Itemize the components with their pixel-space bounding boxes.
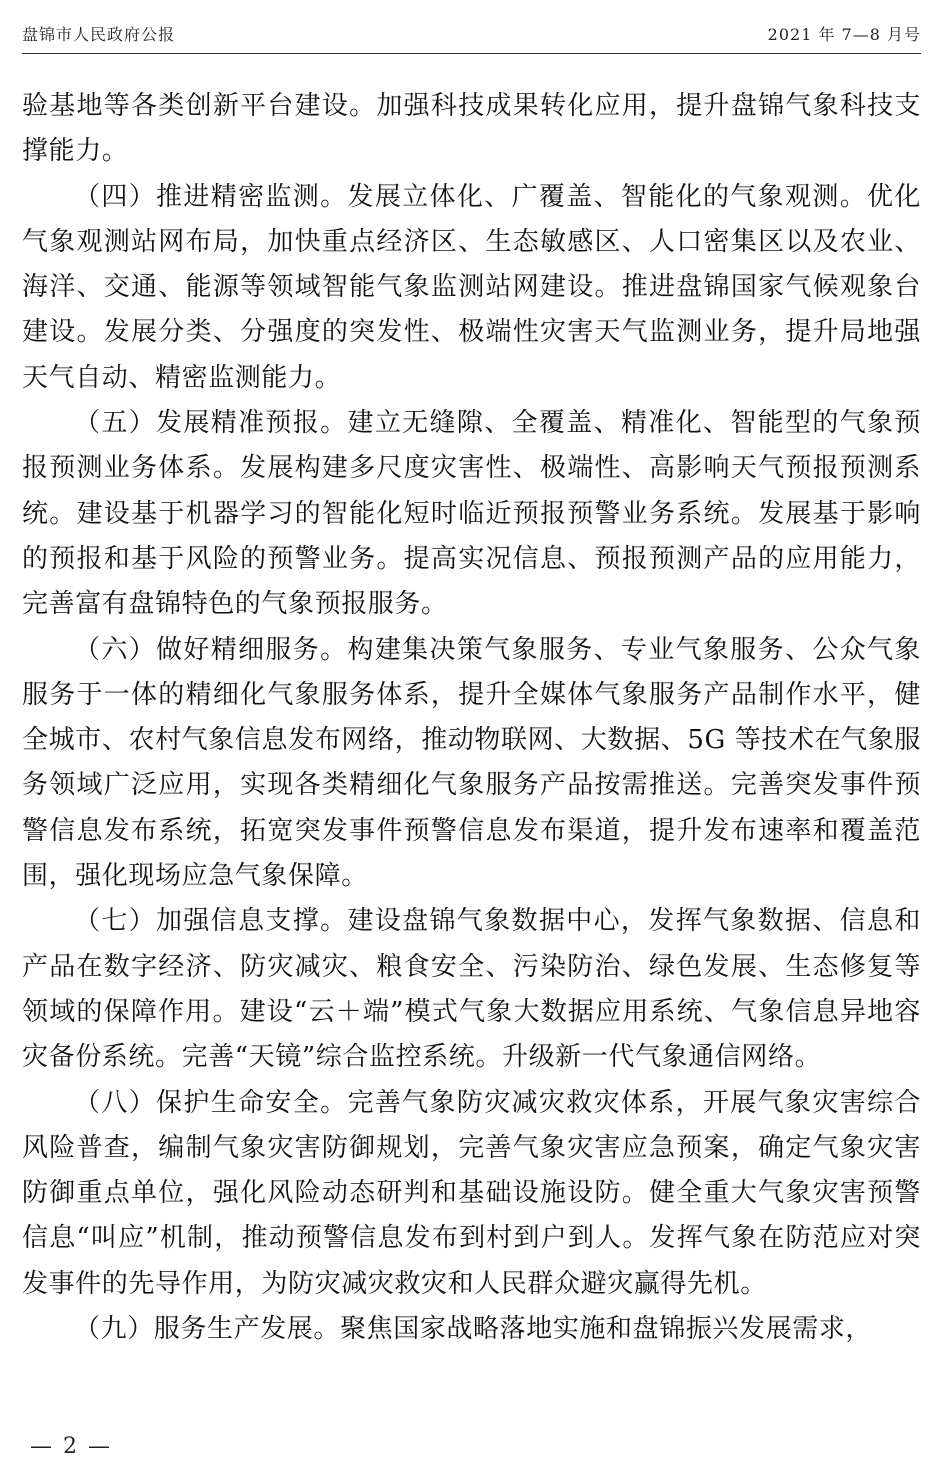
- page-number: — 2 —: [30, 1434, 112, 1459]
- paragraph-heading: （八）保护生命安全。: [74, 1087, 348, 1118]
- paragraph-item-5: [22, 401, 921, 627]
- paragraph-text: 构建集决策气象服务、专业气象服务、公众气象服务于一体的精细化气象服务体系，提升全媒体气象服务产品制作水平，健全城市、农村气象信息发布网络，推动物联网、大数据、5G 等技术在气象服务领域广泛应用，实现各类精细化气象服务产品按需推送。完善突发事件预警信息发布系统，拓宽突发事件预警信息发布渠道，提升发布速率和覆盖范围，强化现场应急气象保障。: [22, 634, 921, 892]
- header-divider: [22, 53, 921, 54]
- paragraph-continued: [22, 84, 921, 175]
- paragraph-text: 聚焦国家战略落地实施和盘锦振兴发展需求，: [340, 1314, 873, 1345]
- document-body: [22, 84, 921, 1352]
- paragraph-heading: （九）服务生产发展。: [74, 1314, 341, 1345]
- paragraph-item-4: [22, 175, 921, 401]
- paragraph-item-8: [22, 1081, 921, 1307]
- paragraph-item-9: [22, 1307, 921, 1352]
- paragraph-heading: （四）推进精密监测。: [74, 181, 348, 212]
- paragraph-text: 发展立体化、广覆盖、智能化的气象观测。优化气象观测站网布局，加快重点经济区、生态敏感区、人口密集区以及农业、海洋、交通、能源等领域智能气象监测站网建设。推进盘锦国家气候观象台建设。发展分类、分强度的突发性、极端性灾害天气监测业务，提升局地强天气自动、精密监测能力。: [22, 181, 921, 393]
- issue-date: 2021 年 7—8 月号: [767, 25, 921, 44]
- paragraph-text: 完善气象防灾减灾救灾体系，开展气象灾害综合风险普查，编制气象灾害防御规划，完善气象灾害应急预案，确定气象灾害防御重点单位，强化风险动态研判和基础设施设防。健全重大气象灾害预警信息“叫应”机制，推动预警信息发布到村到户到人。发挥气象在防范应对突发事件的先导作用，为防灾减灾救灾和人民群众避灾赢得先机。: [22, 1087, 921, 1299]
- paragraph-item-6: [22, 628, 921, 900]
- paragraph-heading: （六）做好精细服务。: [74, 634, 348, 665]
- paragraph-text: 建立无缝隙、全覆盖、精准化、智能型的气象预报预测业务体系。发展构建多尺度灾害性、极端性、高影响天气预报预测系统。建设基于机器学习的智能化短时临近预报预警业务系统。发展基于影响的预报和基于风险的预警业务。提高实况信息、预报预测产品的应用能力，完善富有盘锦特色的气象预报服务。: [22, 408, 921, 620]
- paragraph-text: 验基地等各类创新平台建设。加强科技成果转化应用，提升盘锦气象科技支撑能力。: [22, 91, 921, 167]
- publication-title: 盘锦市人民政府公报: [22, 25, 176, 44]
- paragraph-heading: （五）发展精准预报。: [74, 408, 348, 439]
- paragraph-heading: （七）加强信息支撑。: [74, 906, 348, 937]
- page-header: [22, 22, 921, 48]
- paragraph-text: 建设盘锦气象数据中心，发挥气象数据、信息和产品在数字经济、防灾减灾、粮食安全、污染防治、绿色发展、生态修复等领域的保障作用。建设“云＋端”模式气象大数据应用系统、气象信息异地容灾备份系统。完善“天镜”综合监控系统。升级新一代气象通信网络。: [22, 906, 921, 1073]
- paragraph-item-7: [22, 899, 921, 1080]
